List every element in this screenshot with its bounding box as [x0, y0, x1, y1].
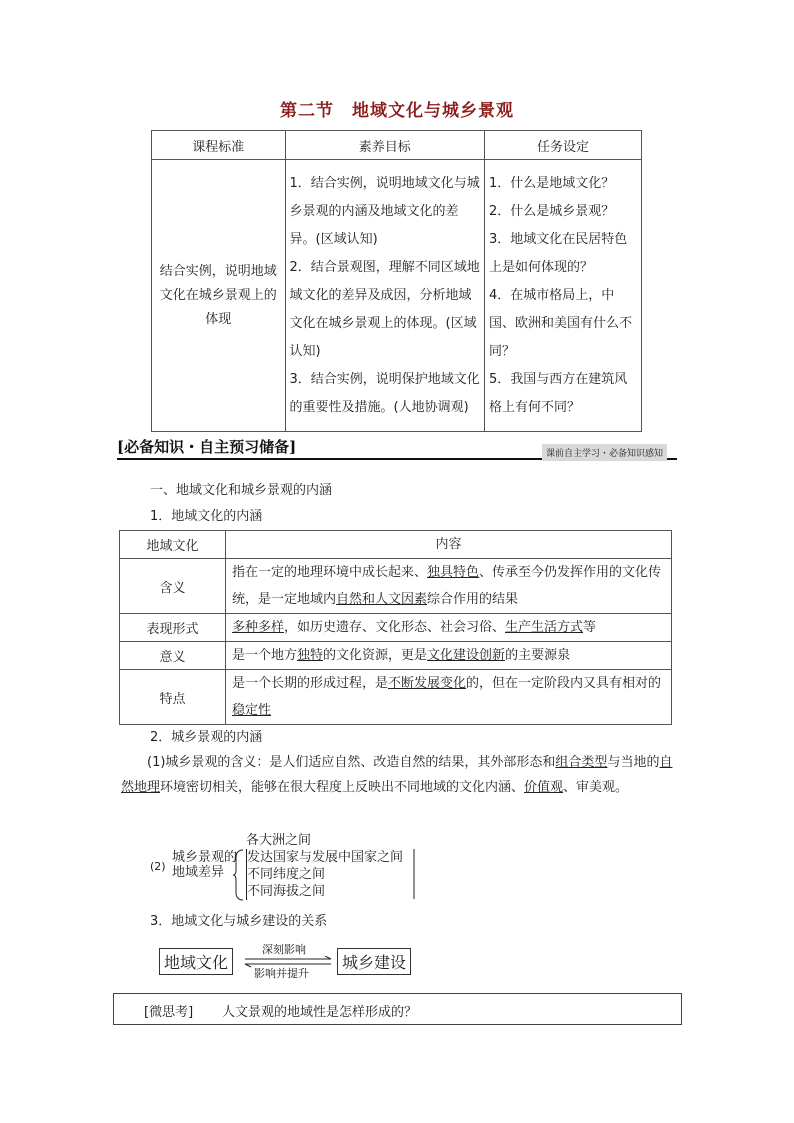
landscape-definition: (1)城乡景观的含义：是人们适应自然、改造自然的结果，其外部形态和组合类型与当地的自然地理环境密切相关，能够在很大程度上反映出不同地域的文化内涵、价值观、审美观。: [121, 755, 673, 795]
col-header-content: 内容: [226, 531, 672, 559]
difference-label: 城乡景观的 地域差异: [172, 850, 238, 880]
arrow-label-top: 深刻影响: [262, 943, 306, 956]
section-banner: [117, 436, 677, 460]
think-box: [113, 993, 682, 1025]
think-label: [微思考]: [144, 1005, 194, 1020]
difference-list: [246, 832, 403, 900]
task-item: 3．地域文化在民居特色上是如何体现的？: [489, 231, 628, 275]
col-header-standard: 课程标准: [152, 131, 286, 160]
urban-rural-box: 城乡建设: [337, 948, 411, 975]
regional-culture-table: [119, 530, 672, 725]
task-item: 5．我国与西方在建筑风格上有何不同？: [489, 371, 628, 415]
curriculum-table: [151, 130, 642, 432]
row-key: 含义: [120, 559, 226, 614]
goal-item: 2．结合景观图，理解不同区域地域文化的差异及成因，分析地域文化在城乡景观上的体现。(区域认知): [289, 259, 480, 359]
goal-item: 3．结合实例，说明保护地域文化的重要性及措施。(人地协调观): [289, 371, 480, 415]
page-title: 第二节 地域文化与城乡景观: [280, 101, 514, 121]
section-heading: 一、地域文化和城乡景观的内涵: [150, 483, 333, 498]
difference-item: 不同纬度之间: [246, 866, 403, 883]
task-item: 2．什么是城乡景观？: [489, 203, 615, 219]
goal-item: 1．结合实例，说明地域文化与城乡景观的内涵及地域文化的差异。(区域认知): [289, 175, 480, 247]
row-key: 特点: [120, 670, 226, 725]
right-bracket-icon: [412, 849, 420, 901]
left-brace-icon: [233, 848, 245, 902]
regional-culture-box: 地域文化: [159, 948, 233, 975]
landscape-difference-diagram: [150, 832, 430, 902]
think-question: 人文景观的地域性是怎样形成的？: [222, 1005, 418, 1020]
banner-title: [必备知识・自主预习储备]: [117, 438, 297, 456]
row-value: 是一个地方独特的文化资源，更是文化建设创新的主要源泉: [226, 642, 672, 670]
arrow-label-bottom: 影响并提升: [254, 967, 309, 980]
difference-item: 发达国家与发展中国家之间: [247, 850, 404, 865]
subheading: 3．地域文化与城乡建设的关系: [150, 914, 328, 929]
standard-cell: 结合实例，说明地域文化在城乡景观上的体现: [152, 160, 286, 432]
subheading: 1．地域文化的内涵: [150, 509, 263, 524]
row-key: 意义: [120, 642, 226, 670]
row-value: 多种多样，如历史遗存、文化形态、社会习俗、生产生活方式等: [226, 614, 672, 642]
difference-item: 不同海拔之间: [246, 883, 403, 900]
item-number: (2): [150, 860, 166, 873]
col-header-culture: 地域文化: [120, 531, 226, 559]
row-value: 指在一定的地理环境中成长起来、独具特色、传承至今仍发挥作用的文化传统，是一定地域内自然和人文因素综合作用的结果: [226, 559, 672, 614]
banner-tag: 课前自主学习・必备知识感知: [542, 444, 667, 461]
row-key: 表现形式: [120, 614, 226, 642]
row-value: 是一个长期的形成过程，是不断发展变化的，但在一定阶段内又具有相对的稳定性: [226, 670, 672, 725]
subheading: 2．城乡景观的内涵: [150, 730, 263, 745]
tasks-cell: [485, 160, 642, 432]
goals-cell: [285, 160, 485, 432]
task-item: 1．什么是地域文化？: [489, 175, 615, 191]
col-header-tasks: 任务设定: [485, 131, 642, 160]
difference-item: 各大洲之间: [246, 833, 312, 848]
task-item: 4．在城市格局上，中国、欧洲和美国有什么不同？: [489, 287, 633, 359]
col-header-goals: 素养目标: [285, 131, 485, 160]
